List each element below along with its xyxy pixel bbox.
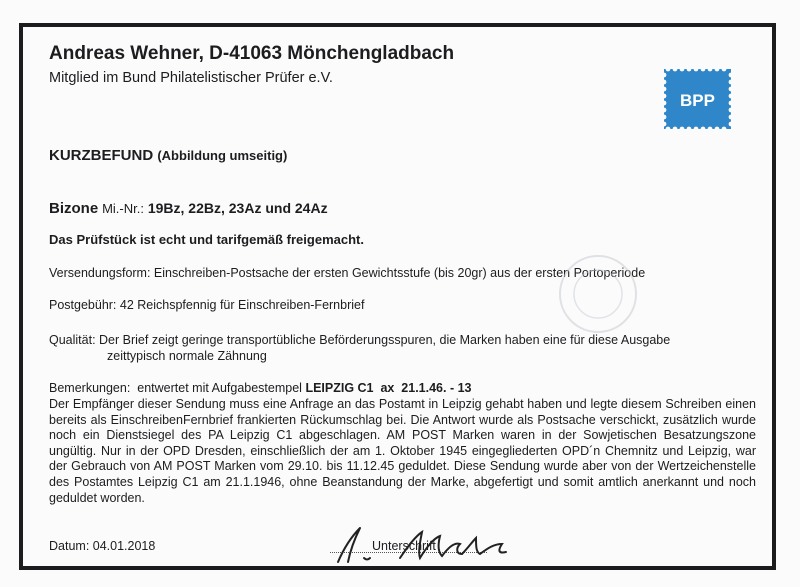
kurzbefund-note: (Abbildung umseitig) [157,148,288,163]
shipping-form: Versendungsform: Einschreiben-Postsache der ersten Gewichtsstufe (bis 20gr) aus der ersten Portoperiode [49,266,646,280]
faint-seal-stamp [548,244,648,344]
signature-label: Unterschrift [372,539,436,553]
remarks-label: Bemerkungen: [49,381,131,395]
remarks-text: Der Empfänger dieser Sendung muss eine Anfrage an das Postamt in Leipzig gehabt haben und legte diesem Schreiben einen bereits als EinschreibenFernbrief frankierten Rückumschlag bei. Die Antwort wurde als Postsache verschickt, zusätzlich wurde noch ein Dienstsiegel des PA Leipzig C1 abgeschlagen. AM POST Marken waren in der Sowjetischen Besatzungszone ungültig. Nur in der OPD Dresden, einschließlich der am 1. Oktober 1945 eingegliederten OPD´n Chemnitz und Leipzig, war der Gebrauch von AM POST Marken vom 29.10. bis 11.12.45 geduldet. Diese Sendung wurde aber von der Wertzeichenstelle des Postamtes Leipzig C1 am 21.1.1946, ohne Beanstandung der Marke, abgefertigt und somit amtlich anerkannt und noch geduldet worden. [49,397,756,505]
remarks-heading [49,381,472,395]
bpp-logo [664,69,731,129]
issue-label: Bizone [49,200,99,217]
stamp-catalog-line [49,200,328,217]
postage-fee: Postgebühr: 42 Reichspfennig für Einschreiben-Fernbrief [49,298,365,312]
membership-subtitle: Mitglied im Bund Philatelistischer Prüfer e.V. [49,70,333,86]
quality-line-2: zeittypisch normale Zähnung [107,349,267,363]
kurzbefund-label: KURZBEFUND [49,147,154,164]
cancellation-value: LEIPZIG C1 ax 21.1.46. - 13 [305,381,472,395]
cancellation-intro: entwertet mit Aufgabestempel [137,381,302,395]
quality-line-1: Qualität: Der Brief zeigt geringe transportübliche Beförderungsspuren, die Marken haben eine für diese Ausgabe [49,333,671,347]
expert-name-title: Andreas Wehner, D-41063 Mönchengladbach [49,43,455,64]
date: Datum: 04.01.2018 [49,539,156,553]
catalog-numbers: 19Bz, 22Bz, 23Az und 24Az [147,200,328,216]
kurzbefund-heading [49,147,287,164]
handwritten-signature [330,518,525,568]
catalog-number-label: Mi.-Nr.: [102,201,144,216]
bpp-logo-text: BPP [680,91,715,110]
genuine-statement: Das Prüfstück ist echt und tarifgemäß freigemacht. [49,232,364,247]
